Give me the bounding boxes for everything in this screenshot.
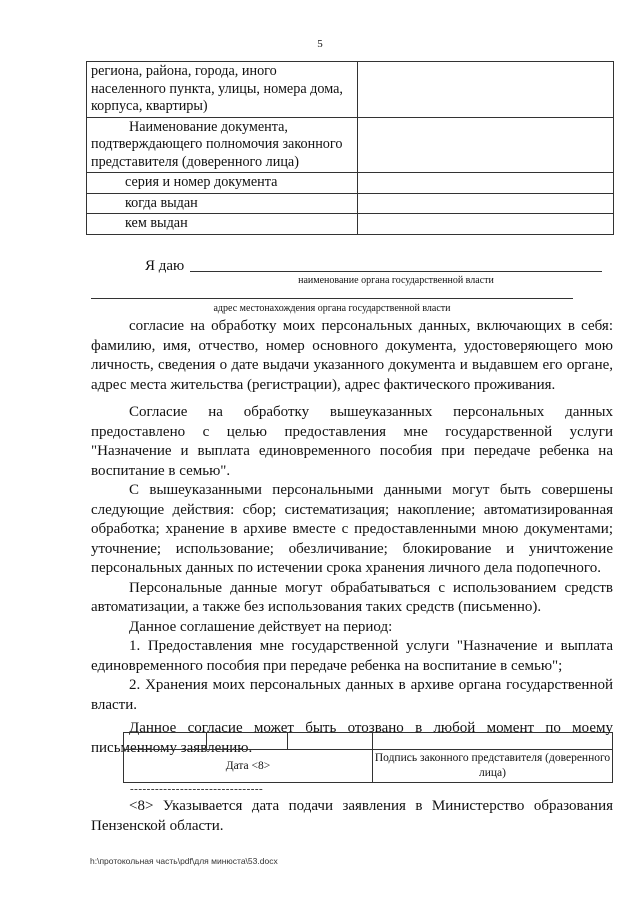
organ-name-line[interactable] bbox=[190, 271, 602, 272]
table-cell-label: когда выдан bbox=[87, 193, 358, 214]
table-row bbox=[87, 193, 614, 214]
period-item-2: 2. Хранения моих персональных данных в архиве органа государственной власти. bbox=[91, 677, 613, 713]
consent-paragraph bbox=[91, 317, 613, 395]
file-path-footer: h:\протокольная часть\pdf\для минюста\53.docx bbox=[90, 856, 278, 866]
table-cell-value[interactable] bbox=[358, 117, 614, 173]
page-number: 5 bbox=[317, 38, 323, 50]
table-cell-label: кем выдан bbox=[87, 214, 358, 235]
table-cell-value[interactable] bbox=[358, 214, 614, 235]
period-item-1: 1. Предоставления мне государственной услуги "Назначение и выплата единовременного пособия при передаче ребенка на воспитание в семью"; bbox=[91, 638, 613, 674]
signature-table bbox=[123, 732, 613, 783]
signature-label: Подпись законного представителя (доверенного лица) bbox=[373, 750, 613, 783]
table-cell-label: региона, района, города, иного населенного пункта, улицы, номера дома, корпуса, квартиры) bbox=[87, 62, 358, 118]
table-row bbox=[87, 214, 614, 235]
organ-address-line[interactable] bbox=[91, 298, 573, 299]
period-paragraph: Данное соглашение действует на период: bbox=[129, 618, 393, 635]
table-row bbox=[124, 750, 613, 783]
date-day-cell[interactable] bbox=[124, 733, 207, 750]
organ-address-caption: адрес местонахождения органа государственной власти bbox=[213, 303, 451, 314]
table-row bbox=[124, 733, 613, 750]
table-cell-value[interactable] bbox=[358, 193, 614, 214]
signature-cell[interactable] bbox=[373, 733, 613, 750]
date-month-cell[interactable] bbox=[207, 733, 288, 750]
table-cell-label: Наименование документа, подтверждающего полномочия законного представителя (доверенного лица) bbox=[87, 117, 358, 173]
automation-paragraph: Персональные данные могут обрабатываться с использованием средств автоматизации, а также без использования таких средств (письменно). bbox=[91, 579, 613, 615]
body-text bbox=[91, 403, 613, 758]
applicant-info-table bbox=[86, 61, 614, 235]
purpose-paragraph: Согласие на обработку вышеуказанных персональных данных предоставлено с целью предоставления мне государственной услуги "Назначение и выплата единовременного пособия при передаче ребенка на воспитание в семью". bbox=[91, 404, 613, 479]
table-row bbox=[87, 62, 614, 118]
table-cell-value[interactable] bbox=[358, 173, 614, 194]
ya-dayu-label: Я даю bbox=[145, 258, 185, 274]
table-row bbox=[87, 173, 614, 194]
footnote-text: <8> Указывается дата подачи заявления в Министерство образования Пензенской области. bbox=[91, 798, 613, 834]
table-row bbox=[87, 117, 614, 173]
actions-paragraph: С вышеуказанными персональными данными могут быть совершены следующие действия: сбор; систематизация; накопление; автоматизированная обработка; хранение в архиве вместе с предоставленными мною документами; уточнение; использование; обезличивание; блокирование и уничтожение персональных данных по истечении срока хранения личного дела подопечного. bbox=[91, 482, 613, 576]
consent-text: согласие на обработку моих персональных данных, включающих в себя: фамилию, имя, отчество, номер основного документа, удостоверяющего мою личность, сведения о дате выдачи указанного документа и выдавшем его органе, адрес места жительства (регистрации), адрес фактического проживания. bbox=[91, 318, 613, 393]
organ-name-caption: наименование органа государственной власти bbox=[298, 275, 494, 286]
date-year-cell[interactable] bbox=[288, 733, 373, 750]
footnote bbox=[91, 797, 613, 836]
date-label: Дата <8> bbox=[124, 750, 373, 783]
table-cell-value[interactable] bbox=[358, 62, 614, 118]
table-cell-label: серия и номер документа bbox=[87, 173, 358, 194]
revoke-paragraph: Данное согласие может быть отозвано в любой момент по моему письменному заявлению. bbox=[91, 720, 613, 756]
footnote-separator: -------------------------------- bbox=[130, 783, 264, 795]
